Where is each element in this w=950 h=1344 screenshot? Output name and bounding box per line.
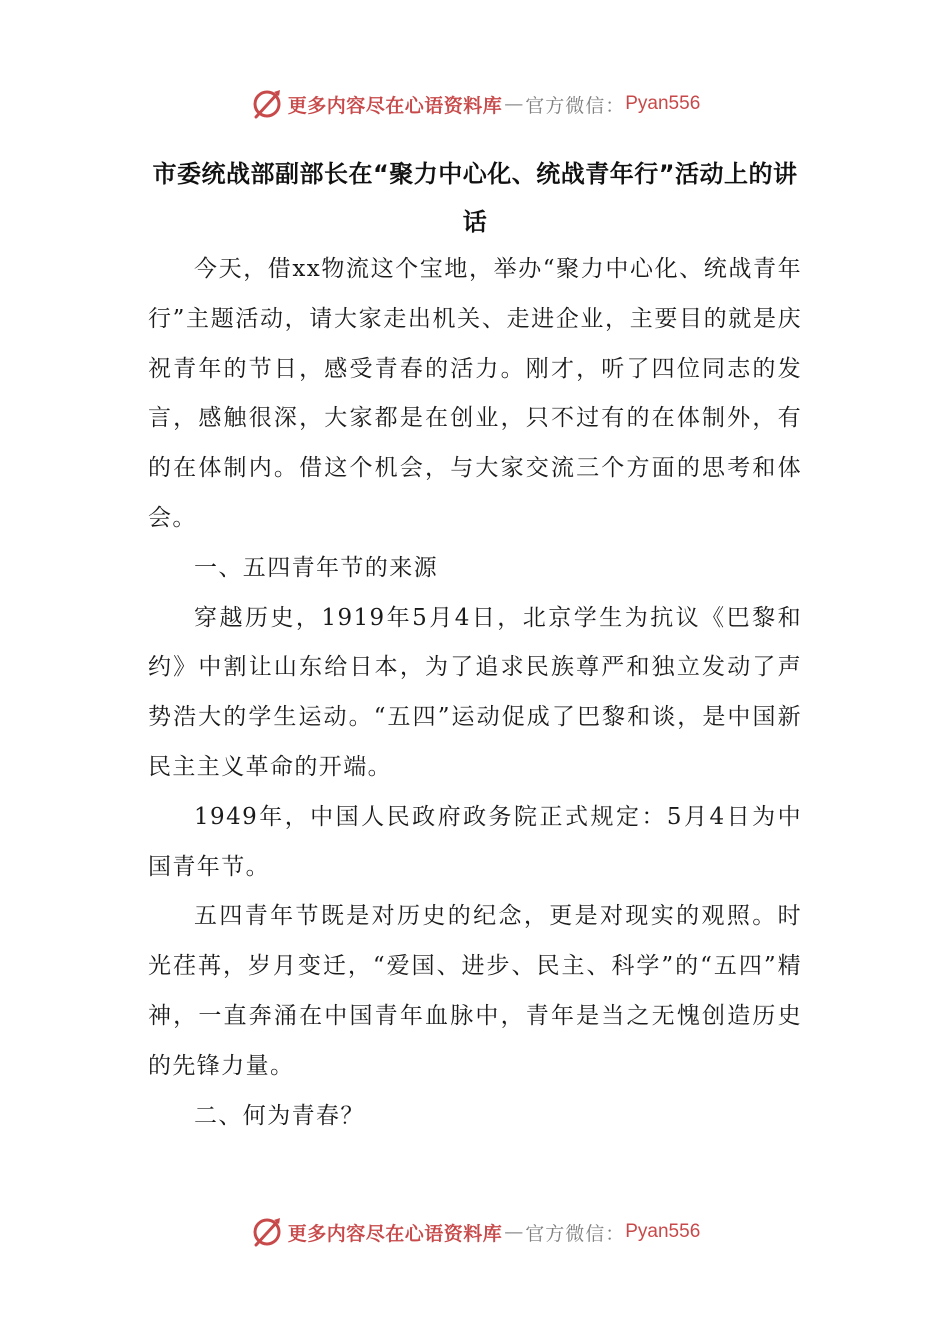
pen-logo-icon (250, 87, 284, 121)
watermark-dash: — (504, 93, 524, 115)
watermark-text: 更多内容尽在心语资料库 (287, 94, 503, 117)
section-heading-1: 一、五四青年节的来源 (194, 554, 438, 581)
document-body (148, 245, 802, 1141)
watermark-label: 官方微信： (525, 94, 626, 117)
watermark-wechat-id: Pyan556 (625, 1221, 701, 1242)
paragraph-1949: 1949年，中国人民政府政务院正式规定：5月4日为中国青年节。 (148, 803, 802, 880)
paragraph-spirit: 五四青年节既是对历史的纪念，更是对现实的观照。时光荏苒，岁月变迁，“爱国、进步、民主、科学”的“五四”精神，一直奔涌在中国青年血脉中，青年是当之无愧创造历史的先锋力量。 (148, 903, 802, 1079)
watermark-wechat-id: Pyan556 (625, 93, 701, 114)
paragraph-history: 穿越历史，1919年5月4日，北京学生为抗议《巴黎和约》中割让山东给日本，为了追求民族尊严和独立发动了声势浩大的学生运动。“五四”运动促成了巴黎和谈，是中国新民主主义革命的开端。 (148, 604, 802, 780)
watermark-text: 更多内容尽在心语资料库 (287, 1222, 503, 1245)
watermark-dash: — (504, 1221, 524, 1243)
pen-logo-icon (250, 1215, 284, 1249)
header-watermark (0, 84, 950, 124)
watermark-label: 官方微信： (525, 1222, 626, 1245)
paragraph-intro: 今天，借xx物流这个宝地，举办“聚力中心化、统战青年行”主题活动，请大家走出机关、走进企业，主要目的就是庆祝青年的节日，感受青春的活力。刚才，听了四位同志的发言，感触很深，大家都是在创业，只不过有的在体制外，有的在体制内。借这个机会，与大家交流三个方面的思考和体会。 (148, 256, 802, 531)
document-title: 市委统战部副部长在“聚力中心化、统战青年行”活动上的讲话 (152, 160, 798, 236)
section-heading-2: 二、何为青春？ (194, 1102, 365, 1129)
footer-watermark (0, 1212, 950, 1252)
